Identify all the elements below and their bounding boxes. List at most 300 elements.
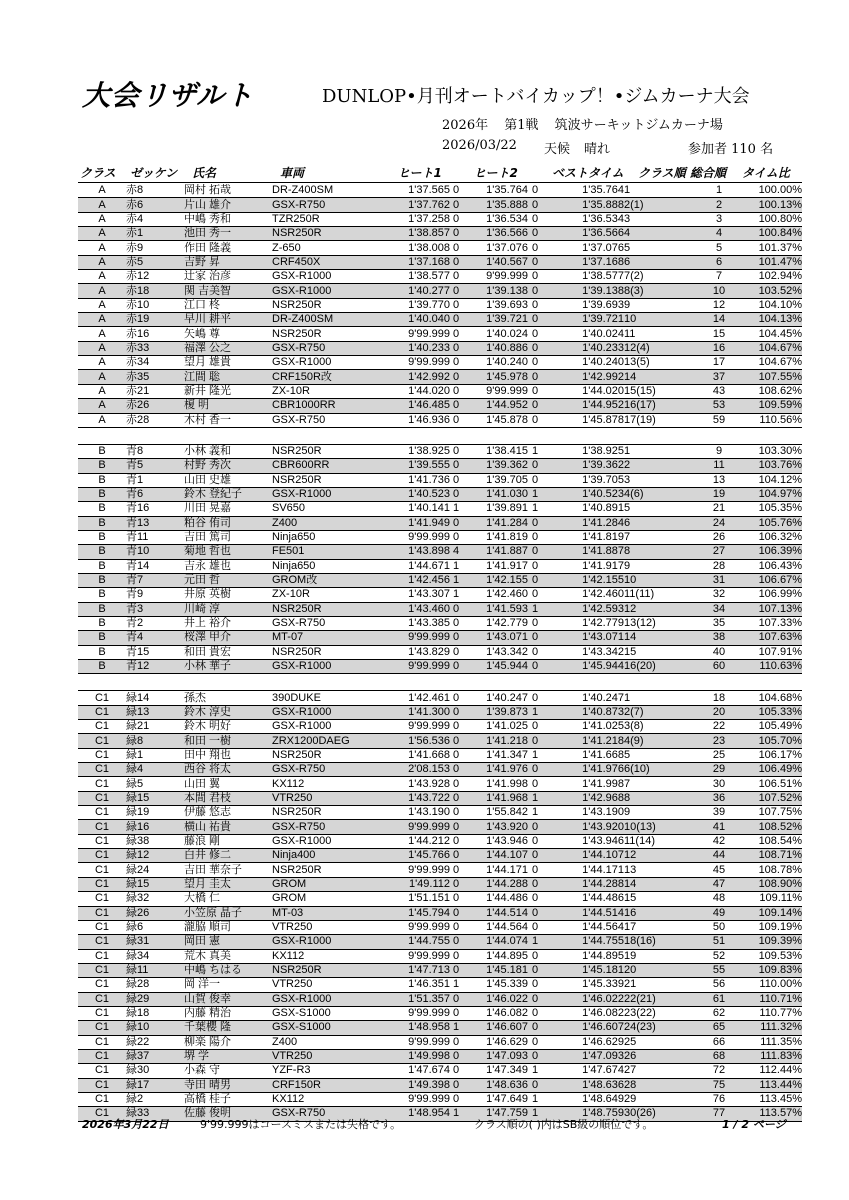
cell-vehicle: GSX-R1000 xyxy=(272,356,380,370)
cell-overall: 2 xyxy=(698,198,740,212)
cell-penalty2: 0 xyxy=(528,777,542,791)
separator-cell xyxy=(78,427,802,444)
cell-overall: 56 xyxy=(698,978,740,992)
cell-penalty1: 0 xyxy=(450,473,462,487)
cell-penalty1: 0 xyxy=(450,920,462,934)
cell-ratio: 101.37% xyxy=(740,241,802,255)
cell-class-rank: 12 xyxy=(624,602,698,616)
cell-penalty2: 0 xyxy=(528,1021,542,1035)
cell-zekken: 緑24 xyxy=(126,863,184,877)
cell-class: B xyxy=(78,645,126,659)
cell-vehicle: NSR250R xyxy=(272,863,380,877)
cell-ratio: 104.97% xyxy=(740,487,802,501)
cell-heat1: 1'37.565 xyxy=(380,184,450,198)
cell-penalty2: 0 xyxy=(528,1078,542,1092)
cell-ratio: 104.13% xyxy=(740,313,802,327)
cell-ratio: 106.67% xyxy=(740,573,802,587)
participant-count: 参加者 110 名 xyxy=(688,142,774,157)
cell-name: 関 吉美智 xyxy=(184,284,272,298)
cell-ratio: 107.75% xyxy=(740,806,802,820)
cell-overall: 24 xyxy=(698,516,740,530)
cell-overall: 6 xyxy=(698,255,740,269)
cell-heat1: 1'44.212 xyxy=(380,834,450,848)
cell-heat1: 1'43.829 xyxy=(380,645,450,659)
cell-heat2: 1'40.240 xyxy=(462,356,528,370)
cell-penalty2: 0 xyxy=(528,892,542,906)
cell-zekken: 青5 xyxy=(126,459,184,473)
cell-heat2: 1'45.339 xyxy=(462,978,528,992)
result-row xyxy=(78,1107,802,1121)
cell-penalty1: 0 xyxy=(450,777,462,791)
cell-class-rank: 13 xyxy=(624,863,698,877)
cell-overall: 72 xyxy=(698,1064,740,1078)
cell-overall: 26 xyxy=(698,530,740,544)
cell-penalty2: 0 xyxy=(528,920,542,934)
cell-zekken: 青13 xyxy=(126,516,184,530)
cell-name: 千葉櫻 隆 xyxy=(184,1021,272,1035)
cell-vehicle: DR-Z400SM xyxy=(272,313,380,327)
cell-best: 1'40.873 xyxy=(542,705,624,719)
header-ratio: タイム比 xyxy=(742,166,790,180)
cell-penalty1: 0 xyxy=(450,1092,462,1106)
cell-zekken: 緑5 xyxy=(126,777,184,791)
cell-class-rank: 8(3) xyxy=(624,284,698,298)
cell-heat2: 1'55.842 xyxy=(462,806,528,820)
cell-penalty1: 0 xyxy=(450,863,462,877)
cell-best: 1'45.339 xyxy=(542,978,624,992)
cell-penalty2: 0 xyxy=(528,1006,542,1020)
cell-overall: 12 xyxy=(698,298,740,312)
cell-class: B xyxy=(78,487,126,501)
cell-vehicle: GSX-S1000 xyxy=(272,1006,380,1020)
cell-penalty1: 0 xyxy=(450,791,462,805)
cell-zekken: 緑38 xyxy=(126,834,184,848)
cell-penalty2: 0 xyxy=(528,720,542,734)
cell-overall: 1 xyxy=(698,184,740,198)
cell-class-rank: 25 xyxy=(624,1035,698,1049)
cell-class: A xyxy=(78,356,126,370)
cell-heat2: 1'40.567 xyxy=(462,255,528,269)
cell-penalty1: 4 xyxy=(450,545,462,559)
cell-penalty2: 1 xyxy=(528,502,542,516)
cell-ratio: 106.43% xyxy=(740,559,802,573)
cell-heat1: 1'38.857 xyxy=(380,227,450,241)
result-row xyxy=(78,241,802,255)
cell-overall: 9 xyxy=(698,444,740,458)
cell-heat2: 1'46.082 xyxy=(462,1006,528,1020)
result-row xyxy=(78,1035,802,1049)
cell-overall: 37 xyxy=(698,370,740,384)
cell-zekken: 赤18 xyxy=(126,284,184,298)
result-row xyxy=(78,734,802,748)
cell-overall: 52 xyxy=(698,949,740,963)
cell-best: 1'42.992 xyxy=(542,370,624,384)
cell-class-rank: 9 xyxy=(624,298,698,312)
result-row xyxy=(78,920,802,934)
cell-vehicle: VTR250 xyxy=(272,978,380,992)
result-row xyxy=(78,212,802,226)
cell-class-rank: 3(8) xyxy=(624,720,698,734)
cell-overall: 44 xyxy=(698,849,740,863)
cell-heat2: 1'48.636 xyxy=(462,1078,528,1092)
cell-heat1: 1'38.008 xyxy=(380,241,450,255)
cell-zekken: 緑16 xyxy=(126,820,184,834)
cell-heat2: 1'44.514 xyxy=(462,906,528,920)
cell-heat1: 1'56.536 xyxy=(380,734,450,748)
cell-penalty1: 0 xyxy=(450,763,462,777)
cell-penalty2: 0 xyxy=(528,978,542,992)
cell-penalty2: 0 xyxy=(528,227,542,241)
cell-penalty2: 0 xyxy=(528,949,542,963)
cell-vehicle: NSR250R xyxy=(272,444,380,458)
cell-heat1: 1'41.949 xyxy=(380,516,450,530)
cell-penalty1: 0 xyxy=(450,327,462,341)
cell-vehicle: Z400 xyxy=(272,1035,380,1049)
cell-heat2: 1'44.288 xyxy=(462,877,528,891)
cell-class: B xyxy=(78,530,126,544)
cell-heat2: 1'40.024 xyxy=(462,327,528,341)
cell-overall: 51 xyxy=(698,935,740,949)
cell-penalty2: 1 xyxy=(528,1064,542,1078)
cell-ratio: 102.94% xyxy=(740,270,802,284)
cell-vehicle: GROM xyxy=(272,892,380,906)
cell-overall: 41 xyxy=(698,820,740,834)
cell-best: 1'45.944 xyxy=(542,660,624,674)
cell-penalty1: 0 xyxy=(450,720,462,734)
cell-heat1: 1'40.141 xyxy=(380,502,450,516)
cell-ratio: 107.63% xyxy=(740,631,802,645)
cell-best: 1'40.523 xyxy=(542,487,624,501)
cell-vehicle: GSX-R1000 xyxy=(272,935,380,949)
cell-name: 望月 圭太 xyxy=(184,877,272,891)
cell-best: 1'40.247 xyxy=(542,691,624,705)
cell-name: 福澤 公之 xyxy=(184,341,272,355)
cell-heat1: 1'46.351 xyxy=(380,978,450,992)
cell-best: 1'44.288 xyxy=(542,877,624,891)
cell-penalty1: 0 xyxy=(450,298,462,312)
cell-best: 1'42.593 xyxy=(542,602,624,616)
cell-class: A xyxy=(78,384,126,398)
cell-zekken: 緑19 xyxy=(126,806,184,820)
cell-zekken: 緑26 xyxy=(126,906,184,920)
cell-heat2: 1'47.759 xyxy=(462,1107,528,1121)
cell-penalty2: 0 xyxy=(528,284,542,298)
cell-zekken: 赤10 xyxy=(126,298,184,312)
result-row xyxy=(78,806,802,820)
cell-penalty1: 0 xyxy=(450,992,462,1006)
cell-vehicle: GSX-R750 xyxy=(272,341,380,355)
cell-heat1: 1'46.936 xyxy=(380,413,450,427)
cell-heat1: 1'44.671 xyxy=(380,559,450,573)
cell-penalty2: 0 xyxy=(528,459,542,473)
cell-vehicle: FE501 xyxy=(272,545,380,559)
cell-overall: 53 xyxy=(698,399,740,413)
cell-class: A xyxy=(78,399,126,413)
cell-zekken: 青4 xyxy=(126,631,184,645)
cell-overall: 36 xyxy=(698,791,740,805)
cell-class: B xyxy=(78,631,126,645)
cell-vehicle: GSX-R1000 xyxy=(272,992,380,1006)
cell-name: 吉田 華奈子 xyxy=(184,863,272,877)
header-best: ベストタイム xyxy=(552,166,624,180)
result-row xyxy=(78,313,802,327)
cell-name: 横山 祐貴 xyxy=(184,820,272,834)
cell-zekken: 赤1 xyxy=(126,227,184,241)
cell-zekken: 赤5 xyxy=(126,255,184,269)
cell-penalty1: 0 xyxy=(450,255,462,269)
cell-heat1: 1'46.485 xyxy=(380,399,450,413)
cell-class-rank: 29 xyxy=(624,1092,698,1106)
result-row xyxy=(78,559,802,573)
cell-overall: 55 xyxy=(698,963,740,977)
cell-best: 1'41.998 xyxy=(542,777,624,791)
cell-class: B xyxy=(78,473,126,487)
cell-penalty2: 1 xyxy=(528,444,542,458)
cell-penalty2: 0 xyxy=(528,413,542,427)
cell-penalty2: 0 xyxy=(528,1035,542,1049)
cell-best: 1'44.952 xyxy=(542,399,624,413)
cell-best: 1'41.284 xyxy=(542,516,624,530)
cell-penalty1: 0 xyxy=(450,212,462,226)
cell-name: 小森 守 xyxy=(184,1064,272,1078)
cell-ratio: 110.71% xyxy=(740,992,802,1006)
cell-heat1: 1'45.766 xyxy=(380,849,450,863)
cell-class-rank: 7 xyxy=(624,777,698,791)
cell-penalty2: 0 xyxy=(528,241,542,255)
cell-class: B xyxy=(78,502,126,516)
cell-ratio: 100.84% xyxy=(740,227,802,241)
cell-vehicle: SV650 xyxy=(272,502,380,516)
cell-penalty1: 0 xyxy=(450,1049,462,1063)
cell-name: 寺田 晴男 xyxy=(184,1078,272,1092)
cell-class: C1 xyxy=(78,705,126,719)
cell-heat1: 1'49.112 xyxy=(380,877,450,891)
result-row xyxy=(78,834,802,848)
cell-ratio: 110.77% xyxy=(740,1006,802,1020)
cell-penalty2: 0 xyxy=(528,270,542,284)
cell-zekken: 青7 xyxy=(126,573,184,587)
cell-heat2: 1'44.486 xyxy=(462,892,528,906)
cell-best: 1'39.721 xyxy=(542,313,624,327)
cell-ratio: 104.67% xyxy=(740,356,802,370)
event-round: 第1戦 xyxy=(504,118,539,133)
cell-class-rank: 16(17) xyxy=(624,399,698,413)
cell-best: 1'42.155 xyxy=(542,573,624,587)
cell-heat1: 1'37.168 xyxy=(380,255,450,269)
cell-penalty1: 1 xyxy=(450,588,462,602)
cell-heat2: 1'44.074 xyxy=(462,935,528,949)
cell-ratio: 113.57% xyxy=(740,1107,802,1121)
cell-zekken: 青1 xyxy=(126,473,184,487)
cell-class: C1 xyxy=(78,791,126,805)
cell-ratio: 109.14% xyxy=(740,906,802,920)
cell-penalty1: 0 xyxy=(450,963,462,977)
cell-class: C1 xyxy=(78,935,126,949)
cell-ratio: 103.30% xyxy=(740,444,802,458)
cell-penalty2: 0 xyxy=(528,530,542,544)
cell-class-rank: 18(16) xyxy=(624,935,698,949)
cell-name: 矢嶋 尊 xyxy=(184,327,272,341)
cell-zekken: 赤33 xyxy=(126,341,184,355)
cell-heat1: 1'42.456 xyxy=(380,573,450,587)
result-row xyxy=(78,992,802,1006)
cell-name: 川崎 淳 xyxy=(184,602,272,616)
cell-zekken: 緑2 xyxy=(126,1092,184,1106)
cell-ratio: 106.32% xyxy=(740,530,802,544)
cell-best: 1'40.024 xyxy=(542,327,624,341)
cell-name: 榎 明 xyxy=(184,399,272,413)
cell-overall: 16 xyxy=(698,341,740,355)
cell-class: C1 xyxy=(78,1078,126,1092)
cell-name: 新井 隆光 xyxy=(184,384,272,398)
cell-name: 荒木 真美 xyxy=(184,949,272,963)
cell-ratio: 104.67% xyxy=(740,341,802,355)
cell-ratio: 109.19% xyxy=(740,920,802,934)
cell-overall: 38 xyxy=(698,631,740,645)
result-row xyxy=(78,935,802,949)
cell-name: 江間 聡 xyxy=(184,370,272,384)
cell-vehicle: Ninja650 xyxy=(272,530,380,544)
cell-heat1: 1'49.998 xyxy=(380,1049,450,1063)
cell-ratio: 109.39% xyxy=(740,935,802,949)
cell-class: C1 xyxy=(78,777,126,791)
cell-zekken: 青14 xyxy=(126,559,184,573)
cell-best: 1'41.819 xyxy=(542,530,624,544)
cell-vehicle: DR-Z400SM xyxy=(272,184,380,198)
cell-class: A xyxy=(78,184,126,198)
cell-class: C1 xyxy=(78,1049,126,1063)
cell-class-rank: 1 xyxy=(624,444,698,458)
cell-heat2: 1'37.076 xyxy=(462,241,528,255)
cell-ratio: 100.13% xyxy=(740,198,802,212)
cell-heat1: 9'99.999 xyxy=(380,949,450,963)
cell-class: C1 xyxy=(78,1092,126,1106)
cell-class: C1 xyxy=(78,820,126,834)
cell-class-rank: 16(20) xyxy=(624,660,698,674)
cell-name: 瀧脇 順司 xyxy=(184,920,272,934)
cell-best: 1'40.240 xyxy=(542,356,624,370)
cell-heat1: 9'99.999 xyxy=(380,1092,450,1106)
cell-class-rank: 10 xyxy=(624,313,698,327)
cell-vehicle: GSX-R1000 xyxy=(272,660,380,674)
cell-best: 1'42.460 xyxy=(542,588,624,602)
result-row xyxy=(78,284,802,298)
cell-penalty1: 0 xyxy=(450,313,462,327)
cell-penalty2: 0 xyxy=(528,1049,542,1063)
cell-penalty1: 0 xyxy=(450,645,462,659)
result-row xyxy=(78,1078,802,1092)
cell-best: 1'39.138 xyxy=(542,284,624,298)
result-row xyxy=(78,413,802,427)
result-row xyxy=(78,502,802,516)
cell-best: 1'46.082 xyxy=(542,1006,624,1020)
cell-heat2: 1'41.030 xyxy=(462,487,528,501)
cell-class-rank: 6 xyxy=(624,255,698,269)
cell-vehicle: NSR250R xyxy=(272,963,380,977)
cell-penalty2: 0 xyxy=(528,198,542,212)
cell-overall: 13 xyxy=(698,473,740,487)
cell-penalty2: 1 xyxy=(528,1092,542,1106)
cell-class-rank: 2(1) xyxy=(624,198,698,212)
cell-name: 藤浪 剛 xyxy=(184,834,272,848)
cell-name: 村野 秀次 xyxy=(184,459,272,473)
cell-zekken: 赤26 xyxy=(126,399,184,413)
cell-zekken: 緑32 xyxy=(126,892,184,906)
cell-class-rank: 10 xyxy=(624,573,698,587)
cell-heat1: 9'99.999 xyxy=(380,720,450,734)
cell-vehicle: GSX-R750 xyxy=(272,763,380,777)
cell-name: 高橋 桂子 xyxy=(184,1092,272,1106)
cell-class: C1 xyxy=(78,806,126,820)
cell-best: 1'44.171 xyxy=(542,863,624,877)
cell-overall: 32 xyxy=(698,588,740,602)
cell-overall: 20 xyxy=(698,705,740,719)
cell-class-rank: 3 xyxy=(624,473,698,487)
cell-class: B xyxy=(78,616,126,630)
cell-heat2: 1'39.138 xyxy=(462,284,528,298)
cell-vehicle: KX112 xyxy=(272,777,380,791)
cell-ratio: 113.45% xyxy=(740,1092,802,1106)
cell-name: 早川 耕平 xyxy=(184,313,272,327)
cell-overall: 45 xyxy=(698,863,740,877)
cell-penalty1: 0 xyxy=(450,906,462,920)
cell-ratio: 111.32% xyxy=(740,1021,802,1035)
cell-penalty1: 0 xyxy=(450,530,462,544)
cell-heat2: 1'41.593 xyxy=(462,602,528,616)
table-header xyxy=(78,162,802,180)
cell-name: 柳楽 陽介 xyxy=(184,1035,272,1049)
cell-penalty1: 0 xyxy=(450,631,462,645)
cell-penalty1: 0 xyxy=(450,399,462,413)
cell-overall: 10 xyxy=(698,284,740,298)
cell-heat1: 1'48.958 xyxy=(380,1021,450,1035)
weather-value: 晴れ xyxy=(584,142,611,157)
result-row xyxy=(78,877,802,891)
result-row xyxy=(78,384,802,398)
cell-class: C1 xyxy=(78,978,126,992)
cell-heat2: 1'45.181 xyxy=(462,963,528,977)
cell-class-rank: 15 xyxy=(624,892,698,906)
cell-zekken: 青12 xyxy=(126,660,184,674)
cell-overall: 22 xyxy=(698,720,740,734)
cell-zekken: 赤35 xyxy=(126,370,184,384)
cell-class: B xyxy=(78,588,126,602)
result-row xyxy=(78,341,802,355)
cell-heat1: 1'43.898 xyxy=(380,545,450,559)
cell-penalty2: 1 xyxy=(528,806,542,820)
header-name: 氏名 xyxy=(192,166,217,180)
cell-heat2: 1'39.362 xyxy=(462,459,528,473)
page-number: 1 / 2 ページ xyxy=(722,1118,786,1131)
cell-overall: 23 xyxy=(698,734,740,748)
cell-ratio: 100.00% xyxy=(740,184,802,198)
cell-zekken: 緑31 xyxy=(126,935,184,949)
cell-class-rank: 14 xyxy=(624,877,698,891)
cell-vehicle: GROM xyxy=(272,877,380,891)
cell-heat2: 1'46.607 xyxy=(462,1021,528,1035)
cell-penalty1: 0 xyxy=(450,602,462,616)
cell-heat1: 1'42.461 xyxy=(380,691,450,705)
cell-class: C1 xyxy=(78,1107,126,1121)
cell-zekken: 緑13 xyxy=(126,705,184,719)
cell-heat1: 9'99.999 xyxy=(380,530,450,544)
cell-penalty1: 0 xyxy=(450,1064,462,1078)
cell-ratio: 104.68% xyxy=(740,691,802,705)
cell-vehicle: GSX-R1000 xyxy=(272,487,380,501)
cell-heat1: 1'44.755 xyxy=(380,935,450,949)
cell-best: 1'38.925 xyxy=(542,444,624,458)
cell-class-rank: 6(10) xyxy=(624,763,698,777)
